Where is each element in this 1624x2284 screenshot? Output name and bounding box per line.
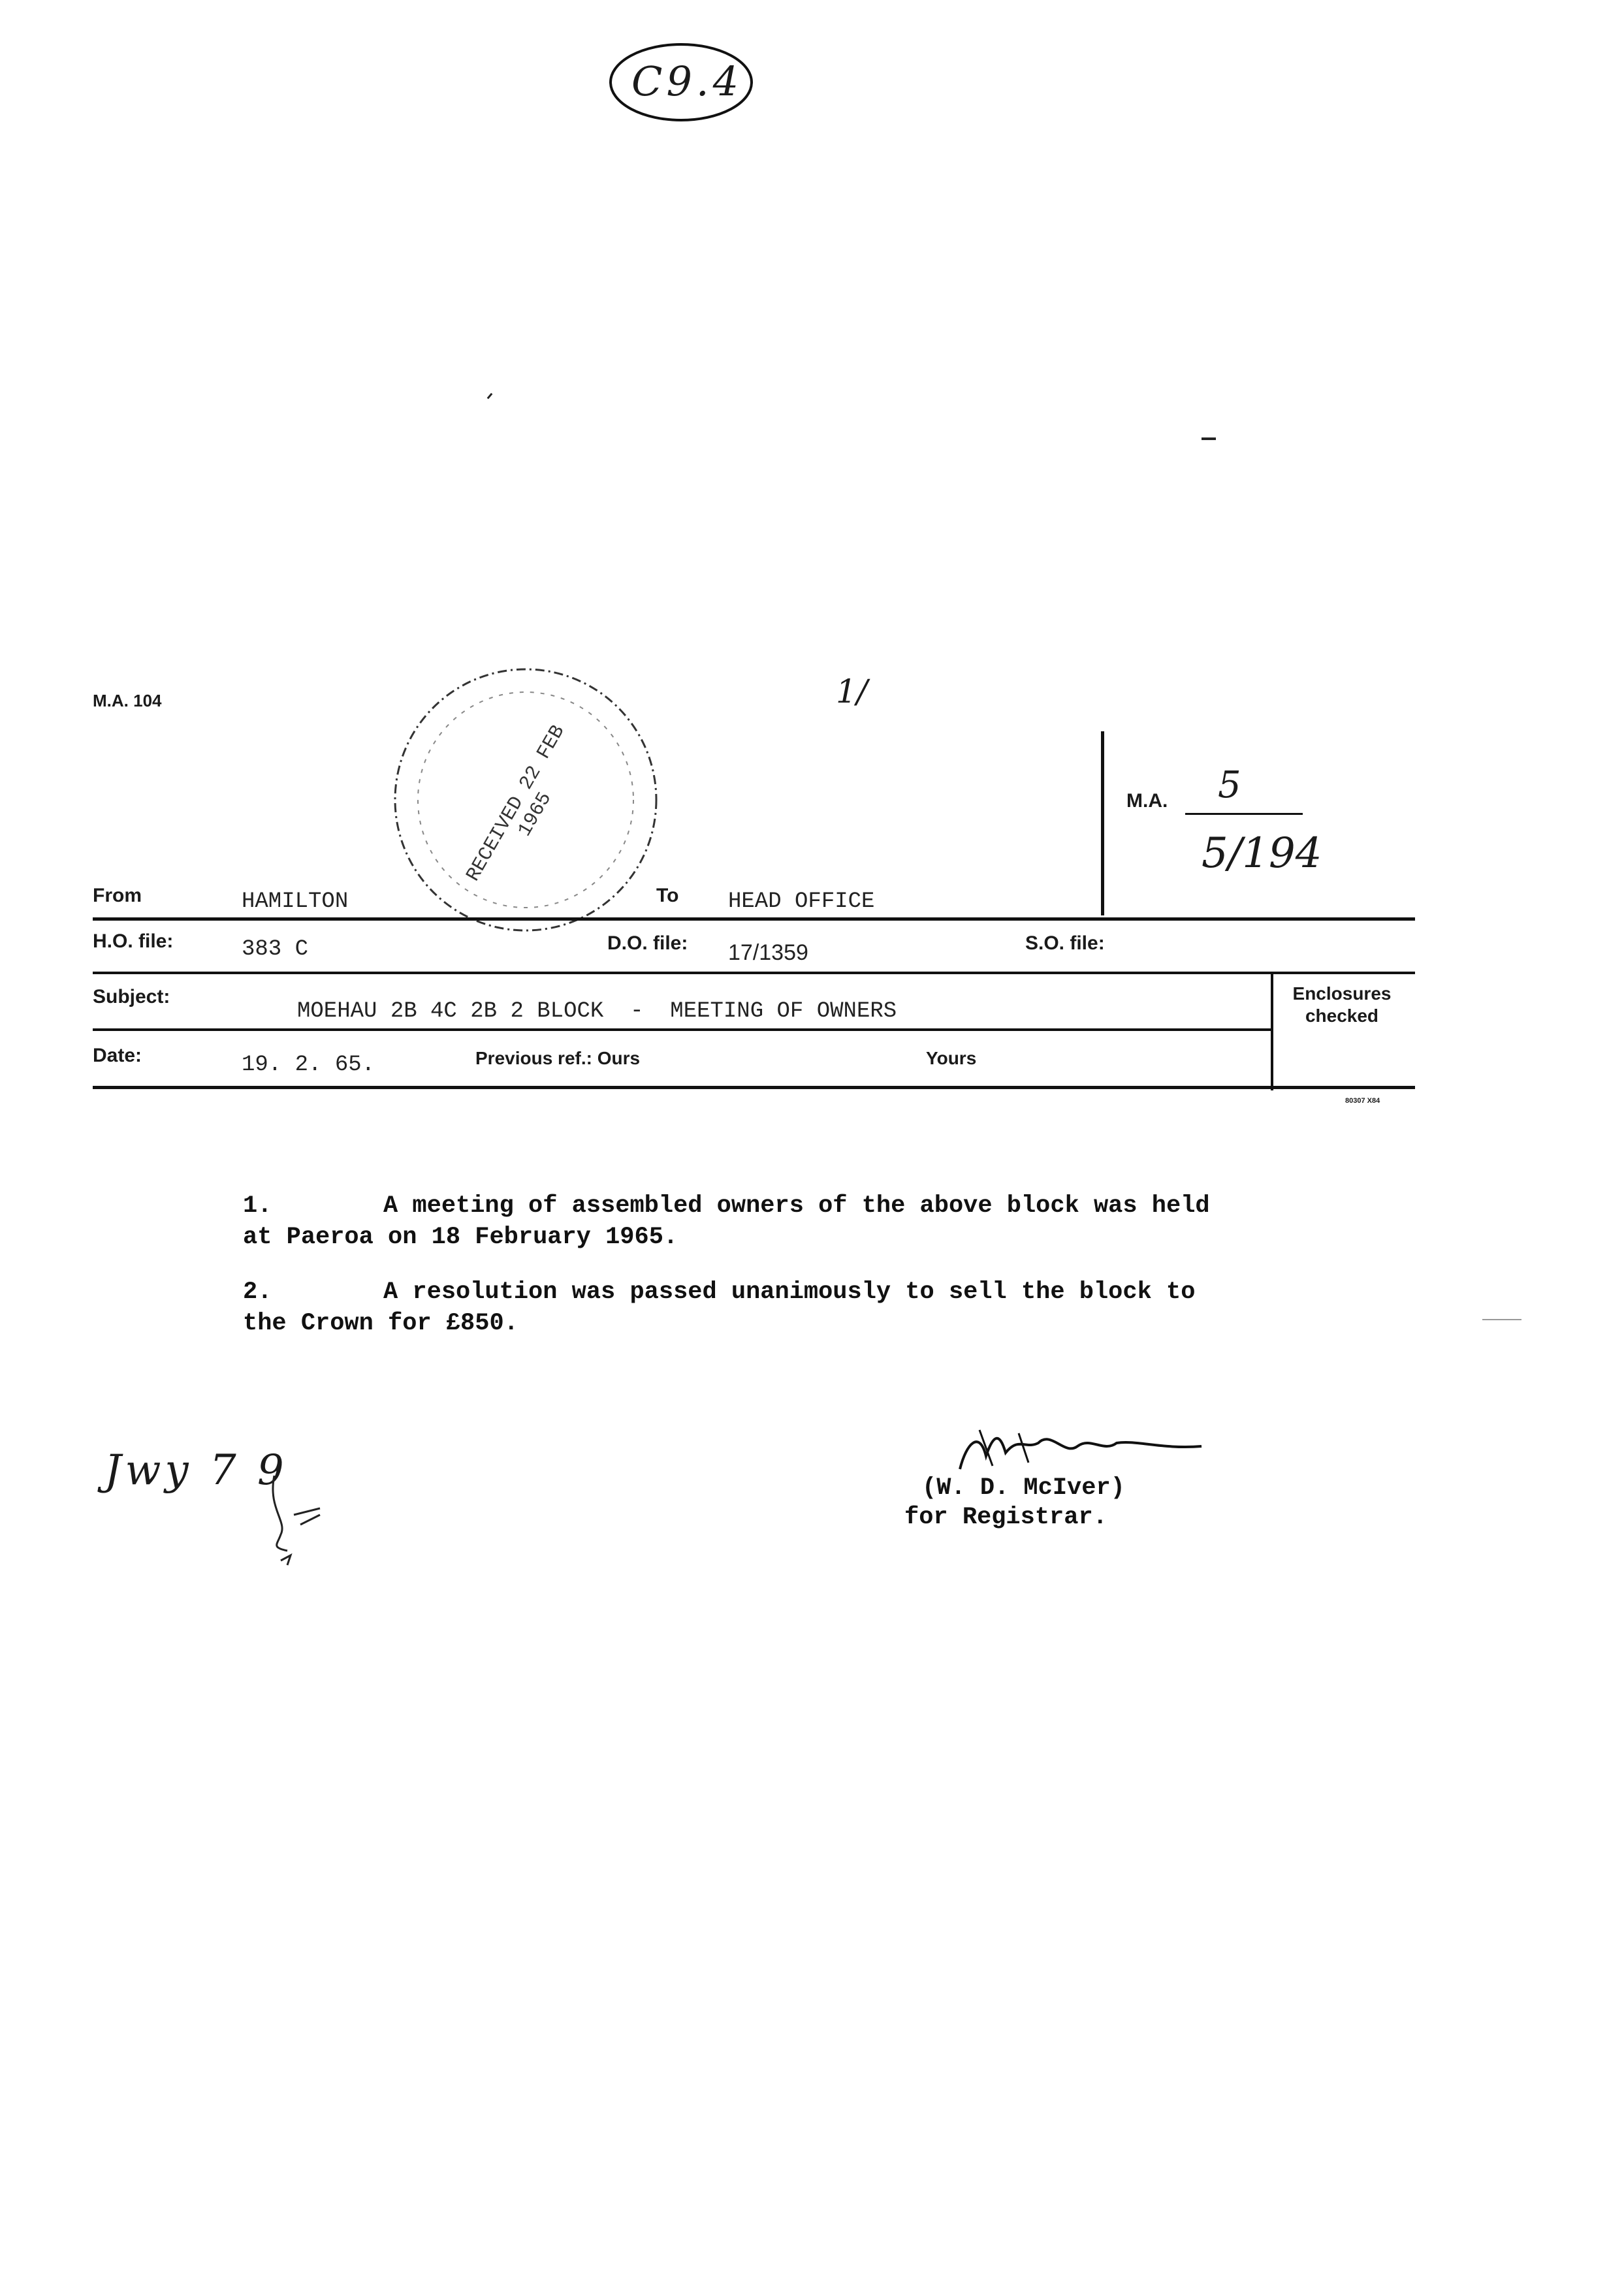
- date-label: Date:: [93, 1045, 142, 1066]
- print-code: 80307 X84: [1345, 1097, 1380, 1105]
- ma-box-divider: [1101, 731, 1104, 915]
- paragraph-2-text-1: A resolution was passed unanimously to sell the block to: [383, 1278, 1196, 1306]
- date-value: 19. 2. 65.: [242, 1053, 375, 1077]
- stray-mark: [1202, 437, 1216, 440]
- paragraph-2-line-1: [243, 1277, 1288, 1308]
- received-stamp: [382, 659, 669, 940]
- prev-ref-label: Previous ref.: Ours: [475, 1048, 641, 1068]
- rule-from-to: [93, 917, 1415, 921]
- margin-note: Jwy 7 9: [104, 1446, 288, 1495]
- from-label: From: [93, 885, 142, 906]
- paragraph-1-text-1: A meeting of assembled owners of the above block was held: [383, 1192, 1210, 1220]
- ho-file-label: H.O. file:: [93, 930, 174, 952]
- paragraph-1-text-2: at Paeroa on 18 February 1965.: [243, 1224, 678, 1251]
- do-file-value: 17/1359: [728, 940, 808, 965]
- signatory-name: (W. D. McIver): [922, 1474, 1125, 1502]
- yours-label: Yours: [926, 1048, 977, 1068]
- stray-mark: [487, 393, 493, 400]
- tick-mark: 1/: [836, 673, 868, 710]
- paragraph-2-number: 2.: [243, 1278, 272, 1306]
- ma-number-top: 5: [1218, 764, 1241, 806]
- paragraph-2: [243, 1277, 1288, 1339]
- do-file-label: D.O. file:: [607, 932, 688, 954]
- enclosures-label: Enclosures checked: [1292, 983, 1392, 1026]
- margin-initial-scribble: [261, 1469, 340, 1574]
- ma-underline: [1185, 813, 1303, 815]
- subject-label: Subject:: [93, 986, 170, 1007]
- stamp-text: RECEIVED 22 FEB 1965: [462, 722, 570, 885]
- to-value: HEAD OFFICE: [728, 889, 875, 914]
- ma-label: M.A.: [1126, 790, 1168, 812]
- annotation-text: C9.4: [631, 57, 743, 105]
- enclosures-divider: [1271, 972, 1273, 1090]
- to-label: To: [656, 885, 679, 906]
- stray-mark: [1482, 1319, 1521, 1320]
- paragraph-2-text-2: the Crown for £850.: [243, 1310, 518, 1337]
- so-file-label: S.O. file:: [1025, 932, 1105, 954]
- rule-subject: [93, 1028, 1271, 1031]
- top-annotation: [604, 31, 767, 129]
- rule-bottom: [93, 1086, 1415, 1089]
- rule-file: [93, 972, 1415, 974]
- ma-number-bottom: 5/194: [1202, 829, 1322, 878]
- paragraph-1: [243, 1190, 1288, 1253]
- subject-value: MOEHAU 2B 4C 2B 2 BLOCK - MEETING OF OWNERS: [297, 999, 897, 1024]
- signatory-title: for Registrar.: [904, 1504, 1107, 1531]
- paragraph-1-line-1: [243, 1190, 1288, 1222]
- paragraph-1-number: 1.: [243, 1192, 272, 1220]
- ho-file-value: 383 C: [242, 937, 309, 962]
- from-value: HAMILTON: [242, 889, 349, 914]
- form-code: M.A. 104: [93, 691, 162, 710]
